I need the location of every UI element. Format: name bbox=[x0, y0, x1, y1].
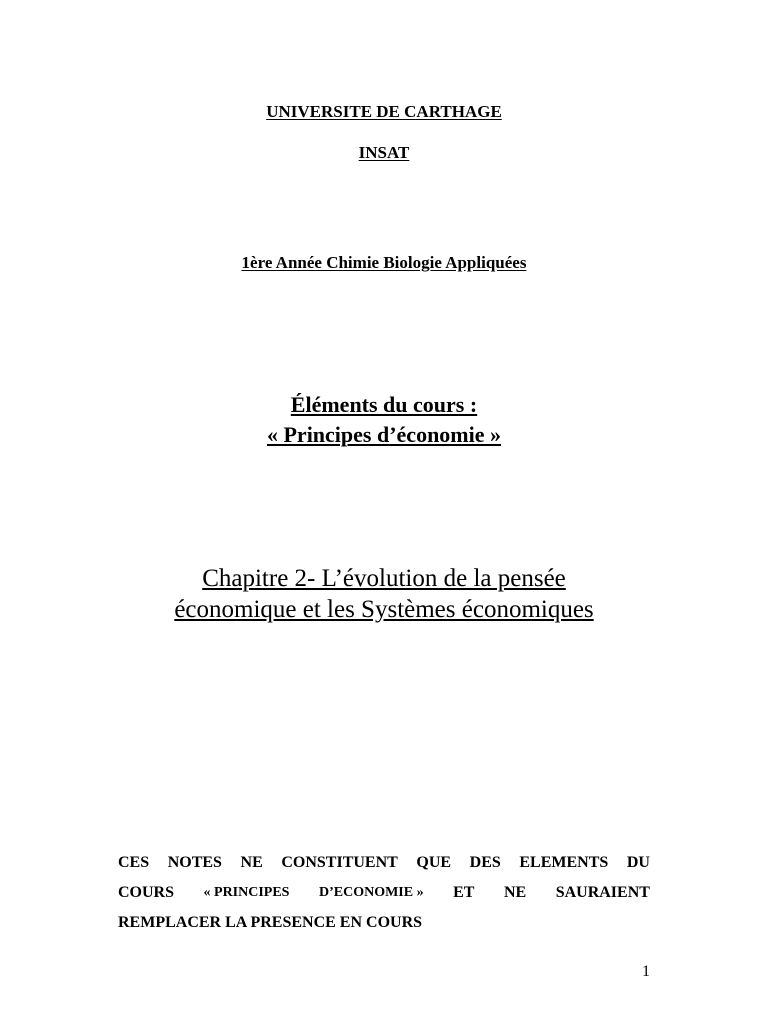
notice-word: DES bbox=[469, 854, 501, 871]
notice-line-1 bbox=[118, 848, 650, 878]
notice-paragraph bbox=[118, 848, 650, 938]
notice-word: QUE bbox=[416, 854, 452, 871]
notice-word: NOTES bbox=[167, 854, 222, 871]
page-number: 1 bbox=[642, 963, 650, 980]
notice-word: « PRINCIPES bbox=[203, 885, 290, 900]
notice-word: DU bbox=[626, 854, 650, 871]
institute-name: INSAT bbox=[358, 143, 410, 162]
program-year: 1ère Année Chimie Biologie Appliquées bbox=[241, 253, 527, 272]
chapter-title-line1: Chapitre 2- L’évolution de la pensée bbox=[202, 565, 566, 592]
notice-line-3: REMPLACER LA PRESENCE EN COURS bbox=[118, 914, 423, 931]
notice-word: CES bbox=[118, 854, 150, 871]
course-heading-line1: Éléments du cours : bbox=[290, 392, 478, 417]
notice-word: D’ECONOMIE » bbox=[318, 885, 424, 900]
chapter-title-line2: économique et les Systèmes économiques bbox=[174, 596, 594, 623]
university-name: UNIVERSITE DE CARTHAGE bbox=[266, 102, 502, 121]
notice-word: NE bbox=[240, 854, 263, 871]
notice-word: ELEMENTS bbox=[519, 854, 609, 871]
notice-word: COURS bbox=[118, 884, 175, 901]
notice-word: ET bbox=[453, 884, 475, 901]
notice-word: SAURAIENT bbox=[555, 884, 650, 901]
notice-word: NE bbox=[503, 884, 527, 901]
course-heading-line2: « Principes d’économie » bbox=[266, 422, 502, 447]
notice-word: CONSTITUENT bbox=[281, 854, 398, 871]
notice-line-2 bbox=[118, 878, 650, 908]
